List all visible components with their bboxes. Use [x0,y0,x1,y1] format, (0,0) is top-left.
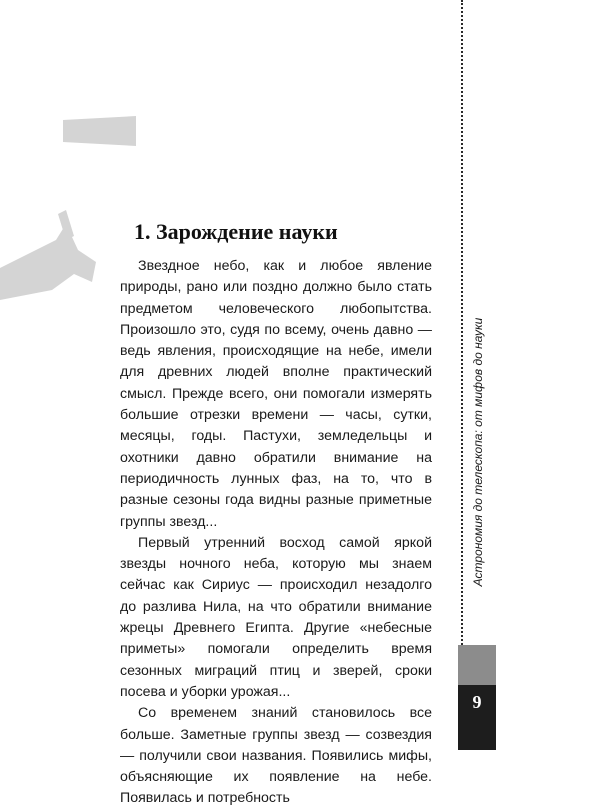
page-number: 9 [472,692,482,712]
running-title: Астрономия до телескопа: от мифов до науки [471,317,485,587]
telescope-tube [63,116,136,146]
telescope-mount [0,224,96,300]
chapter-title: 1. Зарождение науки [134,219,338,244]
paragraph-3: Со временем знаний становилось все больше. Заметные группы звезд — созвездия — получили свои названия. Появились мифы, объясняющие их появление на небе. Появилась и потребность [120,705,432,807]
side-band [458,645,496,685]
paragraph-2: Первый утренний восход самой яркой звезды ночного неба, которую мы знаем сейчас как Сириус — происходил незадолго до разлива Нила, на что обратили внимание жрецы Древнего Египта. Другие «небесные приметы» помогали определить время сезонных миграций птиц и зверей, сроки посева и уборки урожая... [120,534,432,700]
body-text [120,256,432,810]
paragraph-1: Звездное небо, как и любое явление природы, рано или поздно должно было стать предметом человеческого любопытства. Произошло это, судя по всему, очень давно — ведь явления, происходящие на небе, имели для древних людей вполне практический смысл. Прежде всего, они помогали измерять большие отрезки времени — часы, сутки, месяцы, годы. Пастухи, земледельцы и охотники давно обратили внимание на периодичность лунных фаз, на то, что в разные сезоны года видны разные приметные группы звезд... [120,258,432,530]
dotted-rule [461,0,463,645]
telescope-illustration [0,0,140,330]
